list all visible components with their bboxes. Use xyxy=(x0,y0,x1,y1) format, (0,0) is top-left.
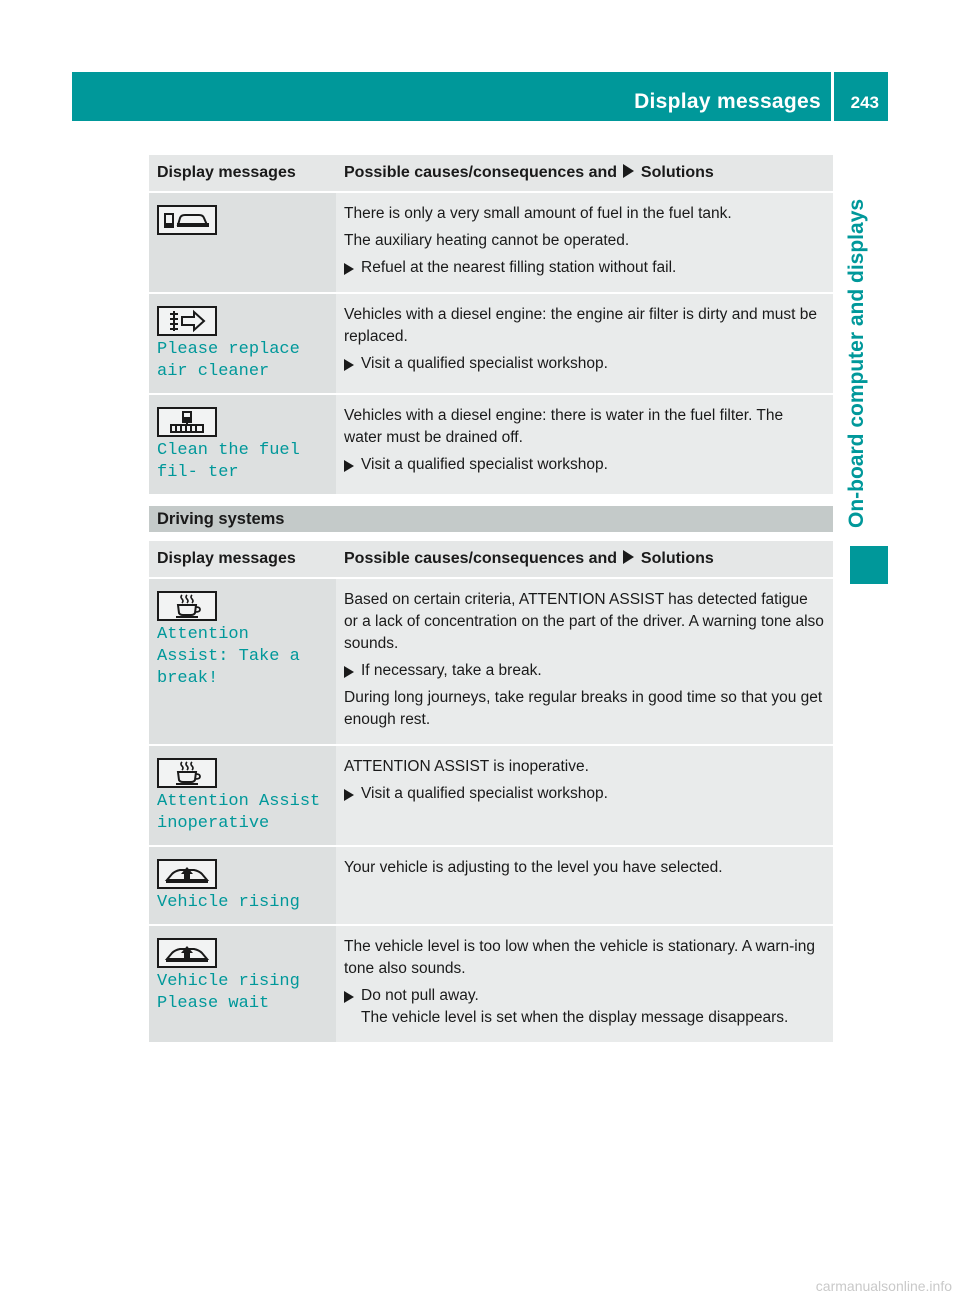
fuel-filter-water-icon xyxy=(157,407,217,437)
solution-step-text: Visit a qualified specialist workshop. xyxy=(361,456,608,473)
cause-text: Your vehicle is adjusting to the level you have selected. xyxy=(344,859,723,876)
arrow-icon xyxy=(344,460,354,472)
page-number: 243 xyxy=(850,93,879,112)
display-message-text: Attention Assist inoperative xyxy=(157,792,321,833)
table-header-row xyxy=(149,155,833,192)
display-message-cell xyxy=(149,192,336,293)
coffee-cup-icon xyxy=(157,758,217,788)
solution-step xyxy=(344,660,825,682)
solution-cell xyxy=(336,745,833,846)
display-message-text: Attention Assist: Take a break! xyxy=(157,625,300,688)
arrow-icon xyxy=(623,550,634,564)
solution-step-text: Refuel at the nearest filling station without fail. xyxy=(361,259,677,276)
solution-cell xyxy=(336,192,833,293)
solution-step xyxy=(344,353,825,375)
coffee-cup-icon xyxy=(157,591,217,621)
col-header-display-messages: Display messages xyxy=(149,155,336,192)
display-message-cell xyxy=(149,394,336,494)
solution-step-text: Visit a qualified specialist workshop. xyxy=(361,785,608,802)
fuel-messages-table xyxy=(149,155,833,494)
arrow-icon xyxy=(344,991,354,1003)
cause-text: The auxiliary heating cannot be operated. xyxy=(344,232,630,249)
solution-cell xyxy=(336,293,833,394)
driving-systems-table xyxy=(149,541,833,1042)
table-header-row xyxy=(149,541,833,578)
arrow-icon xyxy=(344,666,354,678)
col-header-solutions: Solutions xyxy=(640,550,714,567)
display-message-cell xyxy=(149,578,336,745)
vehicle-level-icon xyxy=(157,938,217,968)
display-message-text: Vehicle rising xyxy=(157,893,300,912)
arrow-icon xyxy=(344,359,354,371)
vehicle-level-icon xyxy=(157,859,217,889)
cause-text: Vehicles with a diesel engine: there is water in the fuel filter. The water must be drained off. xyxy=(344,407,784,446)
table-row xyxy=(149,846,833,925)
cause-text: The vehicle level is too low when the vehicle is stationary. A warn-ing tone also sounds. xyxy=(344,938,815,977)
col-header-causes-text: Possible causes/consequences and xyxy=(344,550,618,567)
cause-text: There is only a very small amount of fuel in the fuel tank. xyxy=(344,205,732,222)
cause-text: Vehicles with a diesel engine: the engine air filter is dirty and must be replaced. xyxy=(344,306,818,345)
solution-step-text: Do not pull away. xyxy=(361,987,479,1004)
table-row xyxy=(149,745,833,846)
arrow-icon xyxy=(344,789,354,801)
page-header xyxy=(72,72,888,121)
display-message-cell xyxy=(149,925,336,1042)
col-header-causes-text: Possible causes/consequences and xyxy=(344,164,618,181)
table-row xyxy=(149,925,833,1042)
display-message-cell xyxy=(149,293,336,394)
cause-text: ATTENTION ASSIST is inoperative. xyxy=(344,758,589,775)
header-divider xyxy=(831,72,834,121)
section-heading-bar xyxy=(149,506,833,532)
solution-cell xyxy=(336,925,833,1042)
display-message-text: Clean the fuel fil‑ ter xyxy=(157,441,300,482)
side-tab-marker xyxy=(850,546,888,584)
solution-step xyxy=(344,454,825,476)
display-message-cell xyxy=(149,745,336,846)
side-tab-label: On-board computer and displays xyxy=(845,198,868,528)
arrow-icon xyxy=(344,263,354,275)
col-header-solutions: Solutions xyxy=(640,164,714,181)
solution-cell xyxy=(336,846,833,925)
fuel-reserve-icon xyxy=(157,205,217,235)
solution-step xyxy=(344,257,825,279)
solution-step xyxy=(344,783,825,805)
section-title: Driving systems xyxy=(157,510,285,528)
table-row xyxy=(149,394,833,494)
solution-cell xyxy=(336,394,833,494)
arrow-icon xyxy=(623,164,634,178)
table-row xyxy=(149,293,833,394)
solution-step xyxy=(344,985,825,1007)
cause-text: During long journeys, take regular breaks in good time so that you get enough rest. xyxy=(344,689,823,728)
solution-step-text: Visit a qualified specialist workshop. xyxy=(361,355,608,372)
solution-cell xyxy=(336,578,833,745)
watermark: carmanualsonline.info xyxy=(815,1278,952,1294)
col-header-causes xyxy=(336,541,833,578)
col-header-display-messages: Display messages xyxy=(149,541,336,578)
cause-text: Based on certain criteria, ATTENTION ASSIST has detected fatigue or a lack of concentration on the part of the driver. A warning tone also sounds. xyxy=(344,591,824,652)
table-row xyxy=(149,578,833,745)
display-message-cell xyxy=(149,846,336,925)
display-message-text: Vehicle rising Please wait xyxy=(157,972,300,1013)
solution-step-text: If necessary, take a break. xyxy=(361,662,542,679)
display-message-text: Please replace air cleaner xyxy=(157,340,300,381)
table-row xyxy=(149,192,833,293)
air-filter-icon xyxy=(157,306,217,336)
header-title: Display messages xyxy=(634,90,821,113)
solution-step-result: The vehicle level is set when the display message disappears. xyxy=(361,1009,789,1026)
col-header-causes xyxy=(336,155,833,192)
